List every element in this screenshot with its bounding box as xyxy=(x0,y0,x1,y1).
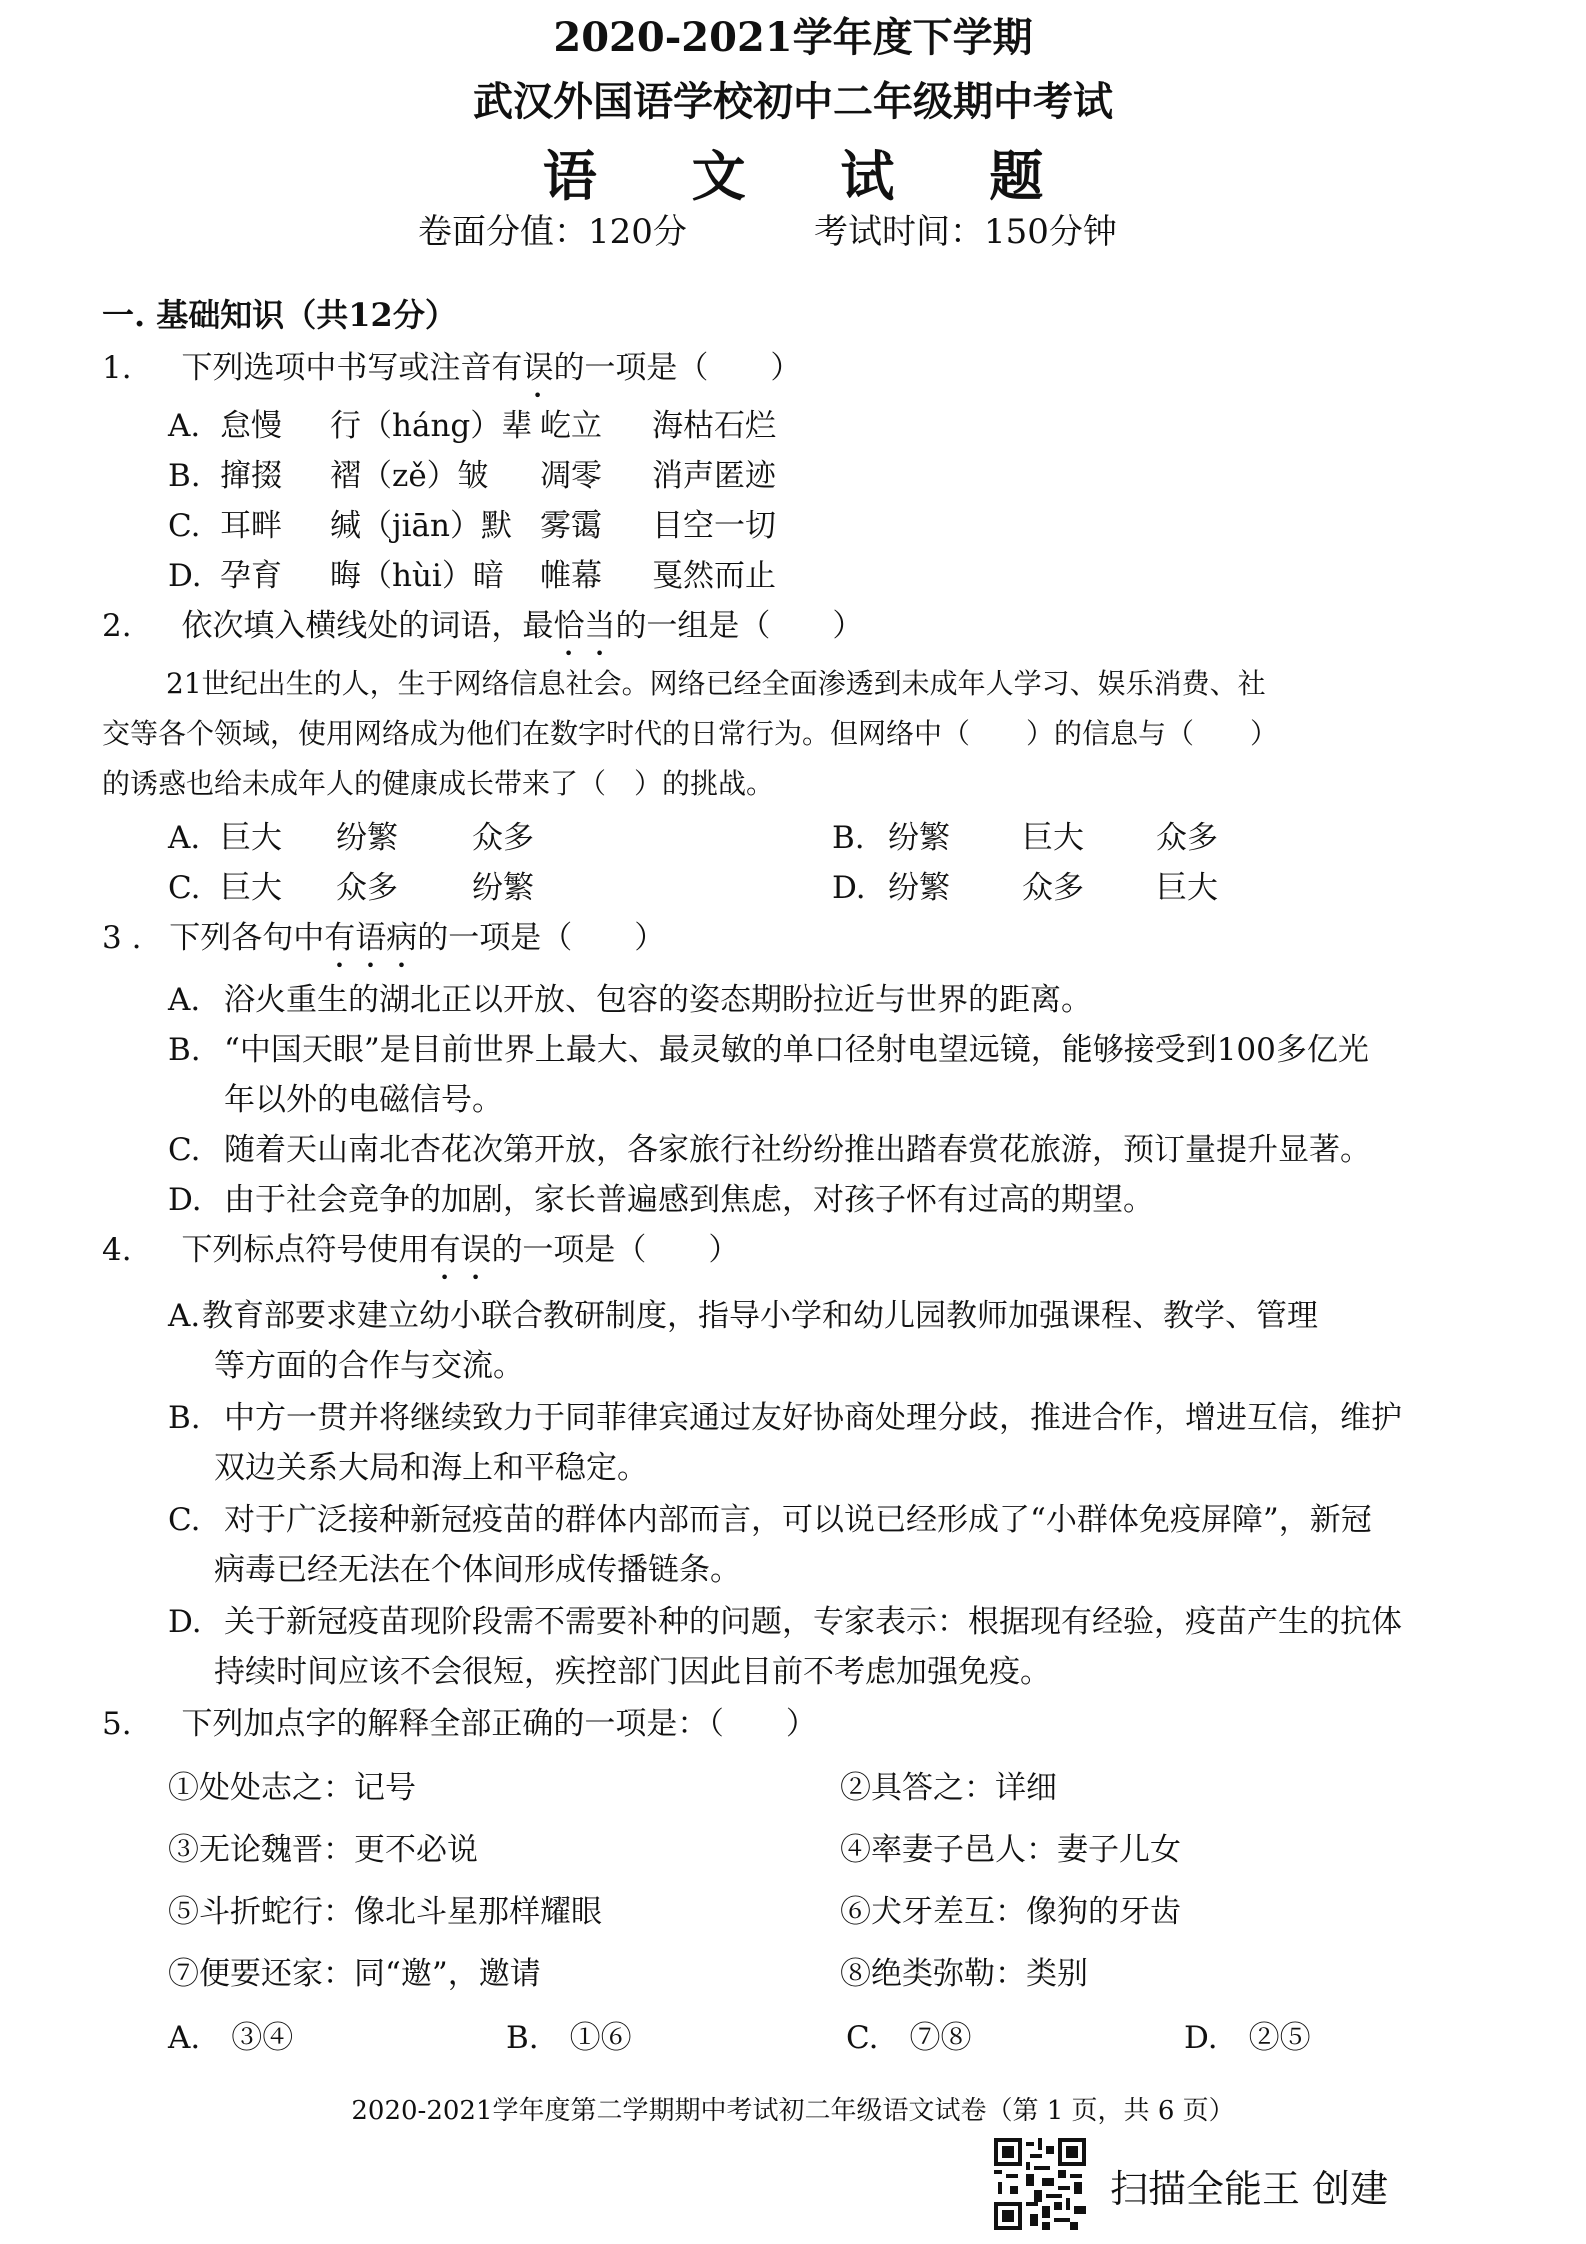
scanner-watermark: 扫描全能王 创建 xyxy=(1110,2167,1389,2211)
q1-option-a: A. 怠慢 行（háng）辈 屹立 海枯石烂 xyxy=(168,408,776,444)
q2-passage-line: 的诱惑也给未成年人的健康成长带来了（ ）的挑战。 xyxy=(102,767,775,800)
q3-option-a: A. 浴火重生的湖北正以开放、包容的姿态期盼拉近与世界的距离。 xyxy=(168,982,1092,1018)
question-stem: 下列加点字的解释全部正确的一项是：（ ） xyxy=(181,1706,817,1742)
q2-option-c: C. 巨大 众多 纷繁 xyxy=(168,870,534,906)
q3-option-b: B. “中国天眼”是目前世界上最大、最灵敏的单口径射电望远镜，能够接受到100多亿光 xyxy=(168,1032,1369,1068)
q5-item: ⑥犬牙差互：像狗的牙齿 xyxy=(840,1894,1181,1930)
q5-item: ①处处志之：记号 xyxy=(168,1770,416,1806)
q5-answer-d: D. ②⑤ xyxy=(1184,2020,1311,2056)
page-footer: 2020-2021学年度第二学期期中考试初二年级语文试卷（第 1 页，共 6 页） xyxy=(351,2096,1235,2126)
q2-passage-line: 交等各个领域，使用网络成为他们在数字时代的日常行为。但网络中（ ）的信息与（ ） xyxy=(102,717,1279,750)
qr-code-icon xyxy=(994,2138,1086,2230)
q2-passage-line: 21世纪出生的人，生于网络信息社会。网络已经全面渗透到未成年人学习、娱乐消费、社 xyxy=(166,667,1266,700)
q5-answer-b: B. ①⑥ xyxy=(506,2020,632,2056)
q5-answer-c: C. ⑦⑧ xyxy=(846,2020,972,2056)
question-stem: 下列标点符号使用有误的一项是（ ） xyxy=(181,1232,740,1268)
section-title: 一. 基础知识（共12分） xyxy=(102,296,457,334)
q4-option-a: A.教育部要求建立幼小联合教研制度，指导小学和幼儿园教师加强课程、教学、管理 xyxy=(168,1298,1318,1334)
q5-item: ⑤斗折蛇行：像北斗星那样耀眼 xyxy=(168,1894,602,1930)
q2-option-b: B. 纷繁 巨大 众多 xyxy=(832,820,1218,856)
q5-item: ②具答之：详细 xyxy=(840,1770,1057,1806)
q5-item: ⑧绝类弥勒：类别 xyxy=(840,1956,1088,1992)
time-info: 考试时间：150分钟 xyxy=(814,212,1117,252)
question-number: 2. xyxy=(102,608,132,644)
q2-option-d: D. 纷繁 众多 巨大 xyxy=(832,870,1218,906)
exam-year-title: 2020-2021学年度下学期 xyxy=(553,14,1033,61)
q5-answer-a: A. ③④ xyxy=(168,2020,294,2056)
question-3 xyxy=(102,912,665,975)
q1-option-c: C. 耳畔 缄（jiān）默 雾霭 目空一切 xyxy=(168,508,776,544)
question-number: 1. xyxy=(102,350,132,386)
q4-option-b-cont: 双边关系大局和海上和平稳定。 xyxy=(214,1450,648,1486)
question-stem: 下列选项中书写或注音有误的一项是（ ） xyxy=(181,350,802,386)
q4-option-d: D. 关于新冠疫苗现阶段需不需要补种的问题，专家表示：根据现有经验，疫苗产生的抗体 xyxy=(168,1604,1402,1640)
question-2 xyxy=(102,600,863,663)
question-number: 4. xyxy=(102,1232,132,1268)
q4-option-c-cont: 病毒已经无法在个体间形成传播链条。 xyxy=(214,1552,741,1588)
question-5 xyxy=(102,1698,817,1743)
q5-item: ⑦便要还家：同“邀”，邀请 xyxy=(168,1956,541,1992)
q3-option-c: C. 随着天山南北杏花次第开放，各家旅行社纷纷推出踏春赏花旅游，预订量提升显著。 xyxy=(168,1132,1371,1168)
q4-option-b: B. 中方一贯并将继续致力于同菲律宾通过友好协商处理分歧，推进合作，增进互信，维护 xyxy=(168,1400,1402,1436)
q3-option-b-cont: 年以外的电磁信号。 xyxy=(224,1082,503,1118)
question-stem: 下列各句中有语病的一项是（ ） xyxy=(169,920,666,956)
question-number: 3 . xyxy=(102,920,142,956)
q5-item: ③无论魏晋：更不必说 xyxy=(168,1832,478,1868)
question-stem: 依次填入横线处的词语，最恰当的一组是（ ） xyxy=(181,608,864,644)
question-number: 5. xyxy=(102,1706,132,1742)
q4-option-d-cont: 持续时间应该不会很短，疾控部门因此目前不考虑加强免疫。 xyxy=(214,1654,1051,1690)
q4-option-c: C. 对于广泛接种新冠疫苗的群体内部而言，可以说已经形成了“小群体免疫屏障”，新冠 xyxy=(168,1502,1372,1538)
score-info: 卷面分值：120分 xyxy=(418,212,687,252)
q4-option-a-cont: 等方面的合作与交流。 xyxy=(214,1348,524,1384)
exam-school-title: 武汉外国语学校初中二年级期中考试 xyxy=(473,78,1113,125)
question-4 xyxy=(102,1224,739,1287)
exam-subject-title: 语 文 试 题 xyxy=(542,144,1082,208)
q5-item: ④率妻子邑人：妻子儿女 xyxy=(840,1832,1181,1868)
q1-option-d: D. 孕育 晦（hùi）暗 帷幕 戛然而止 xyxy=(168,558,776,594)
q2-option-a: A. 巨大 纷繁 众多 xyxy=(168,820,534,856)
q3-option-d: D. 由于社会竞争的加剧，家长普遍感到焦虑，对孩子怀有过高的期望。 xyxy=(168,1182,1154,1218)
question-1 xyxy=(102,342,801,405)
q1-option-b: B. 撺掇 褶（zě）皱 凋零 消声匿迹 xyxy=(168,458,776,494)
